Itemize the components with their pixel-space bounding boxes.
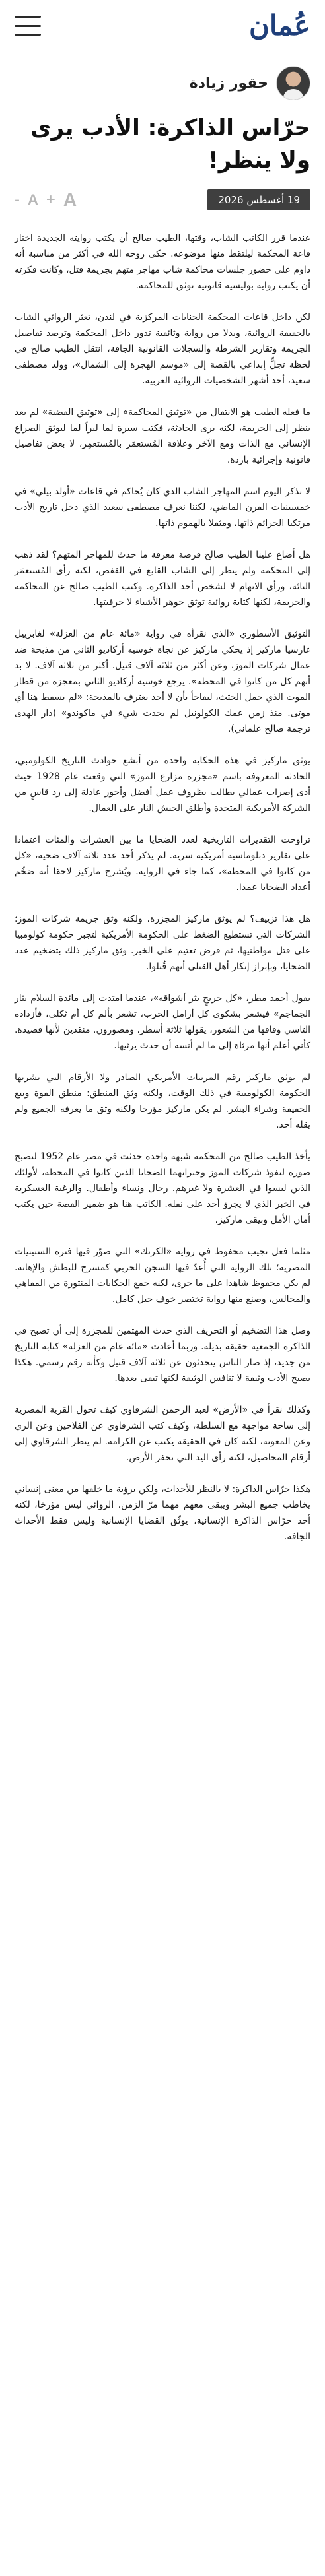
author-row: [0, 51, 325, 100]
article-paragraph: يقول أحمد مطر، «كل جريحٍ بثر أشواقه»، عندما امتدت إلى مائدة السلام بثار الجماجم» فيشعر بشكوى كل أرامل الحرب، تشعر بألم كل أم ثكلى، فأزداده التاسي وفاقها من الشعور، يقولها ثلاثة أسطر، ومصورون. منقدين لأنها قصيدة. كأني أعلم أنها مرثاة إلى ما لم أنسه أن حدث يرثيها.: [15, 992, 310, 1051]
article-meta: [0, 177, 325, 210]
author-name[interactable]: حقور زيادة: [189, 75, 268, 92]
article-paragraph: هل أضاع علينا الطيب صالح فرصة معرفة ما حدث للمهاجر المتهم؟ لقد ذهب إلى المحكمة ولم ينظر إلى الشاب القابع في القفص، لكنه رأى المُستعمَر التائه، ورأى الاتهام لا لشخص أحد الذاكرة. وكتب الطيب صالح عن المحاكمة والجريمة، لكنها كتابة روائية توثق جوهر الأشياء لا حرفيتها.: [15, 549, 310, 608]
article-body: [0, 210, 325, 1545]
article-paragraph: هكذا حرّاس الذاكرة: لا بالنظر للأحداث، ولكن برؤية ما خلفها من معنى إنساني يخاطب جميع البشر ويبقى معهم مهما مرّ الزمن. الروائي ليس مؤرخا، لكنه أحد حرّاس الذاكرة الإنسانية، يوثّق القضايا الإنسانية وليس فقط الأحداث الجافة.: [15, 1483, 310, 1542]
font-size-controls: [15, 189, 77, 210]
article-paragraph: لم يوثق ماركيز رقم المرتبات الأمريكي الصادر ولا الأرقام التي نشرتها الحكومة الكولومبية في ذلك الوقت، ولكنه وثق المنطق: منطق القوة وبيع الحقيقة وشراء البشر. لم يكن ماركيز مؤرخا ولكنه وثق ما يعرفه الجميع ولم يقله أحد.: [15, 1072, 310, 1130]
author-avatar[interactable]: [276, 66, 310, 100]
menu-bar: [15, 34, 41, 36]
menu-bar: [15, 25, 41, 27]
article-paragraph: التوثيق الأسطوري «الذي نقرأه في رواية «مائة عام من العزلة» لغابرييل غارسيا ماركيز إذ يحكي ماركيز عن نجاة خوسيه أركاديو الثاني من مذبحة ضد عمال شركات الموز، وعن أكثر من ثلاثة آلاف قتيل. أكثر من ثلاثة آلاف. لا بد أنهم كل من كانوا في المحطة». يرجع خوسيه أركاديو الثاني بمعجزة من قطار الموت الذي حمل الجثث، ليفاجأ بأن لا أحد يعترف بالمذبحة: «لم يسقط هنا أي موتى. منذ زمن عمك الكولونيل لم يحدث شيء في ماكوندو» (دار الهدى ترجمة صالح علماني).: [15, 628, 310, 734]
article-paragraph: تراوحت التقديرات التاريخية لعدد الضحايا ما بين العشرات والمئات اعتمادا على تقارير دبلوماسية أمريكية سرية. لم يذكر أحد عدد ثلاثة آلاف ضحية، «كل من كانوا في المحطة»، كما جاء في الرواية. ويُشرح ماركيز لاحقا أنه ضخّم أعداد الضحايا عمدا.: [15, 834, 310, 893]
font-decrease-button[interactable]: A: [28, 191, 38, 208]
article-paragraph: لا تذكر اليوم اسم المهاجر الشاب الذي كان يُحاكم في قاعات «أولد بيلي» في خمسينيات القرن الماضي، لكننا نعرف مصطفى سعيد الذي دخل تاريخ الأدب مرتكبا الجرائم ذاتها، ومثقلا بالهموم ذاتها.: [15, 486, 310, 529]
date-badge: 19 أغسطس 2026: [207, 189, 310, 210]
hamburger-menu-icon[interactable]: [15, 16, 41, 36]
site-header: [0, 0, 325, 51]
article-paragraph: مثلما فعل نجيب محفوظ في رواية «الكرنك» التي صوّر فيها فترة الستينيات المصرية؛ تلك الرواية التي أُعدّ فيها السجن الحربي كمسرح للبطش والإهانة. لم يكن محفوظ شاهدا على ما جرى، لكنه جمع الحكايات المنثورة من المقاهي والمجالس، وصنع منها رواية تختصر خوف جيل كامل.: [15, 1246, 310, 1304]
menu-bar: [15, 16, 41, 18]
article-paragraph: عندما قرر الكاتب الشاب، وقتها، الطيب صالح أن يكتب روايته الجديدة اختار قاعة المحكمة ليلتقط منها موضوعه. حكى روحه الله في أكثر من مناسبة أنه داوم على حضور جلسات محاكمة شاب مهاجر متهم بجريمة قتل، وكانت فكرته أن يكتب رواية بوليسية قانونية توثق للمحاكمة.: [15, 232, 310, 291]
article-title: حرّاس الذاكرة: الأدب يرى ولا ينظر!: [30, 115, 310, 174]
font-increase-button[interactable]: A: [63, 189, 77, 210]
article-paragraph: ما فعله الطيب هو الانتقال من «توثيق المحاكمة» إلى «توثيق القضية» لم يعد ينظر إلى الجريمة، لكنه يرى الحادثة، فكتب سيرة لما ليراً لما ليوثق الصراع الإنساني مع الذات ومع الآخر وعلاقة المُستعمَر بالمُستعمِر، لا بعض تفاصيل قانونية وإجرائية باردة.: [15, 406, 310, 465]
article-paragraph: هل هذا تزييف؟ لم يوثق ماركيز المجزرة، ولكنه وثق جريمة شركات الموز؛ الشركات التي تستطيع الضغط على الحكومة الأمريكية لتجبر حكومة كولومبيا على قتل مواطنيها، ثم فرض تعتيم على الخبر. وثق ماركيز ذلك بتضخيم عدد الضحايا، وبإبراز إنكار أهل القتلى أنهم قُتلوا.: [15, 913, 310, 972]
article-paragraph: يوثق ماركيز في هذه الحكاية واحدة من أبشع حوادث التاريخ الكولومبي، الحادثة المعروفة باسم «مجزرة مزارع الموز» التي وقعت عام 1928 حيث أدى إضراب عمالي يطالب بظروف عمل أفضل وأجور عادلة إلى رد قاسٍ من الشركة الأمريكية المتحدة وأطلق الجيش النار على العمال.: [15, 755, 310, 814]
article-paragraph: لكن داخل قاعات المحكمة الجنايات المركزية في لندن، تعثر الروائي الشاب بالحقيقة الروائية، وبدلا من رواية وثائقية تدور داخل المحكمة وترصد تفاصيل الجريمة وتقارير الشرطة والسجلات القانونية الجافة، انتقل الطيب صالح في لحظة تجلٍّ إبداعي بالقصة إلى «موسم الهجرة إلى الشمال»، وولد مصطفى سعيد، أحد أشهر الشخصيات الروائية العربية.: [15, 311, 310, 386]
site-logo[interactable]: عُمان: [249, 9, 310, 42]
font-increase-plus[interactable]: +: [46, 190, 55, 209]
article-paragraph: وصل هذا التضخيم أو التحريف الذي حدث المهتمين للمجزرة إلى أن تصبح في الذاكرة الجمعية حقيقة بديلة. وربما أعادت «مائة عام من العزلة» كتابة التاريخ من جديد، إذ صار الناس يتحدثون عن ثلاثة آلاف قتيل وكأنه رقم رسمي. هكذا يصبح الأدب وثيقة لا تنافس الوثيقة لكنها تبقى بعدها.: [15, 1325, 310, 1384]
article-paragraph: وكذلك نقرأ في «الأرض» لعبد الرحمن الشرقاوي كيف تحول القرية المصرية إلى ساحة مواجهة مع السلطة، وكيف كتب الشرقاوي عن الفلاحين وعن الري وعن المعونة، لكنه كان في الحقيقة يكتب عن الكرامة. لم ينظر الشرقاوي إلى أرقام المحاصيل، لكنه رأى اليد التي تحفر الأرض.: [15, 1404, 310, 1463]
article-paragraph: يأخذ الطيب صالح من المحكمة شبهة واحدة حدثت في مصر عام 1952 لتصبح صورة لنفوذ شركات الموز وجبرانهما الضحايا الذين كانوا في المحطة، لأولئك الذين ليسوا في العشرة ولا غيرهم. رجال ونساء وأطفال. والرغبة العسكرية في الخبر الذي لا يجرؤ أحد على نقله. الكاتب هنا هو ضمير القصة حين يكتب أمان الأمل وبيقى ماركيز.: [15, 1151, 310, 1225]
font-decrease-minus[interactable]: -: [15, 190, 20, 209]
